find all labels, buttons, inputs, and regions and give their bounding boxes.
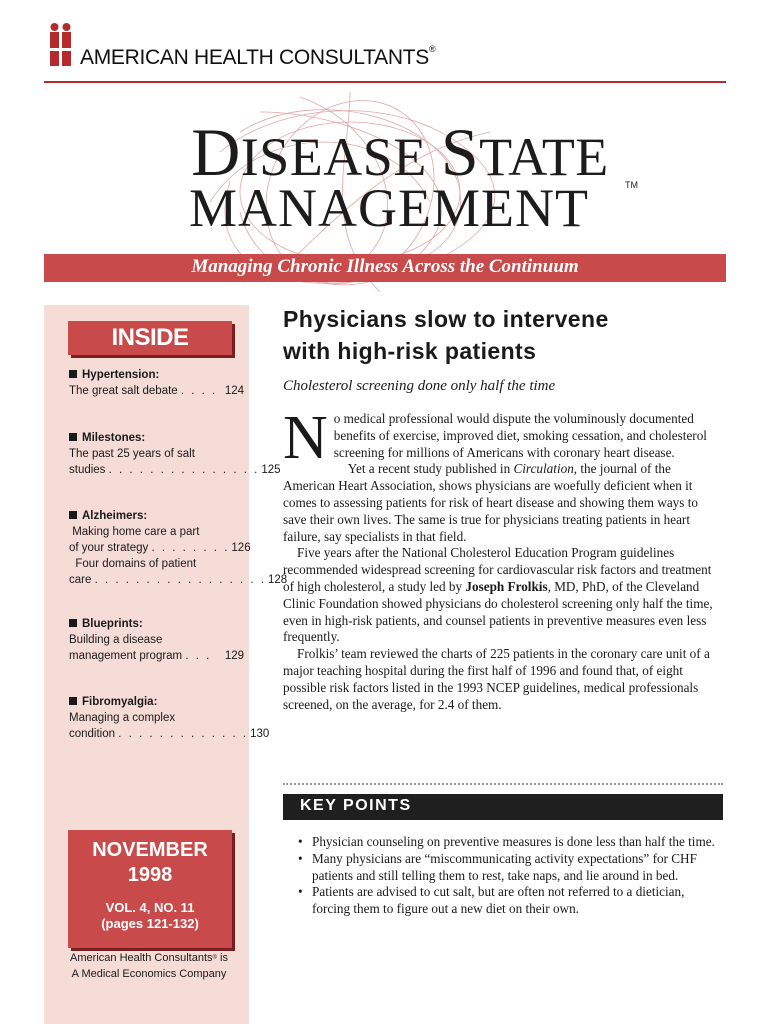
key-points-list [296,834,716,918]
paragraph-text: the journal of the American Heart Association, shows physicians are woefully deficient when it comes to assessing patients for risk of heart disease and showing them ways to save their own lives. The same is true for physicians treating patients in heart failure, say specialists in that field. [283,461,698,544]
toc-page-number: 124 [224,385,244,397]
paragraph-text: , MD, PhD, of the Cleveland Clinic Foundation showed physicians do cholesterol screening only half the time, even in high-risk patients, and counsel patients in preventive measures even less frequently. [283,578,713,645]
toc-entry-milestones[interactable] [69,430,281,478]
toc-page-number: 130 [250,728,270,740]
header-rule [44,81,726,83]
toc-leader: . . . . . . . . . . . . . [118,728,249,740]
publisher-name [80,46,435,70]
toc-text: Making home care a part [69,526,200,538]
journal-name: Circulation, [513,461,578,477]
drop-cap: N [283,404,328,472]
toc-page-number: 126 [231,542,251,554]
inside-heading: INSIDE [111,324,189,351]
toc-entry-fibromyalgia[interactable] [69,694,270,742]
registered-mark: ® [428,44,436,54]
sidebar-panel [44,305,288,1024]
toc-heading: Blueprints: [82,618,143,630]
paragraph-text: Yet a recent study published in [347,461,514,477]
toc-text: condition [69,728,116,740]
toc-leader: . . . . . . . . . . . . . . . [108,464,260,476]
key-point-item: • Physician counseling on preventive measures is done less than half the time. [296,834,716,851]
person-name: Joseph Frolkis [465,578,548,594]
toc-text: care [69,574,92,586]
paragraph-text: Five years after the National Cholesterol Education Program guidelines recommended widespread screening for cardiovascular risk factors and treatment of high cholesterol, a study led by [283,545,712,594]
key-points-divider [283,783,723,785]
toc-text: Four domains of patient [69,558,197,570]
key-point-item: • Patients are advised to cut salt, but are often not referred to a dietician, forcing them to figure out a new diet on their own. [296,884,716,918]
toc-text: The past 25 years of salt [69,448,195,460]
toc-leader: . . . . . . . . . . . . . . . . . [94,574,267,586]
toc-page-number: 128 [268,574,288,586]
title-initial-s: S [440,114,480,190]
bullet-square-icon [69,370,77,378]
publisher-logo-icon [44,22,76,68]
publisher-header [44,22,464,72]
issue-volume: VOL. 4, NO. 11 [105,900,195,915]
bullet-square-icon [69,619,77,627]
title-word-disease: ISEASE [240,127,441,187]
bullet-square-icon [69,511,77,519]
toc-page-number: 125 [261,464,281,476]
toc-text: studies [69,464,106,476]
bullet-square-icon [69,433,77,441]
article-headline [283,303,723,367]
toc-leader: . . . . . . . . [151,542,230,554]
key-points-title: KEY POINTS [300,797,412,814]
article-paragraph-4: Frolkis’ team reviewed the charts of 225 patients in the coronary care unit of a major teaching hospital during the first half of 1996 and found that, of eight possible risk factors listed in the 1993 NCEP guidelines, medical professionals screened, on the average, for 2.4 of them. [283,646,710,712]
issue-info-box [68,830,232,948]
toc-leader: . . . [185,650,212,662]
trademark-mark: TM [625,180,638,190]
inside-heading-box [68,321,232,355]
company-note-text: American Health Consultants [70,952,213,964]
company-note-line2: A Medical Economics Company [71,968,227,980]
bullet-square-icon [69,697,77,705]
toc-entry-blueprints[interactable] [69,616,244,664]
registered-mark: ® [212,955,217,961]
toc-leader: . . . . [180,385,218,397]
key-point-item: • Many physicians are “miscommunicating activity expectations” for CHF patients and still telling them to rest, take naps, and lie around in bed. [296,851,716,885]
toc-page-number: 129 [224,650,244,662]
masthead-title-line2: MANAGEMENT [189,178,589,238]
toc-heading: Milestones: [82,432,146,444]
toc-entry-hypertension[interactable] [69,367,244,399]
toc-heading: Hypertension: [82,369,160,381]
headline-line1: Physicians slow to intervene [283,306,609,332]
article-body [283,404,723,713]
toc-heading: Fibromyalgia: [82,696,158,708]
title-word-state: TATE [479,127,609,187]
toc-text: The great salt debate [69,385,178,397]
issue-year: 1998 [127,864,173,886]
issue-month: NOVEMBER [92,839,208,861]
toc-text: Managing a complex [69,712,176,724]
article-paragraph-2 [283,461,723,545]
company-note-text-end: is [216,952,228,964]
article-paragraph-3 [283,545,723,646]
headline-line2: with high-risk patients [283,338,537,364]
title-initial-d: D [191,114,241,190]
article-subhead: Cholesterol screening done only half the time [283,378,556,394]
publisher-name-text: AMERICAN HEALTH CONSULTANTS [80,46,429,69]
toc-heading: Alzheimers: [82,510,148,522]
company-note [54,950,244,982]
toc-text: management program [69,650,183,662]
toc-text: of your strategy [69,542,149,554]
issue-pages: (pages 121-132) [101,916,199,931]
paragraph-text: o medical professional would dispute the voluminously documented benefits of exercise, improved diet, smoking cessation, and cholesterol screening for millions of Americans with coronary heart disease. [333,411,707,460]
masthead-tagline: Managing Chronic Illness Across the Continuum [191,256,579,277]
toc-entry-alzheimers[interactable] [69,508,288,588]
toc-text: Building a disease [69,634,163,646]
